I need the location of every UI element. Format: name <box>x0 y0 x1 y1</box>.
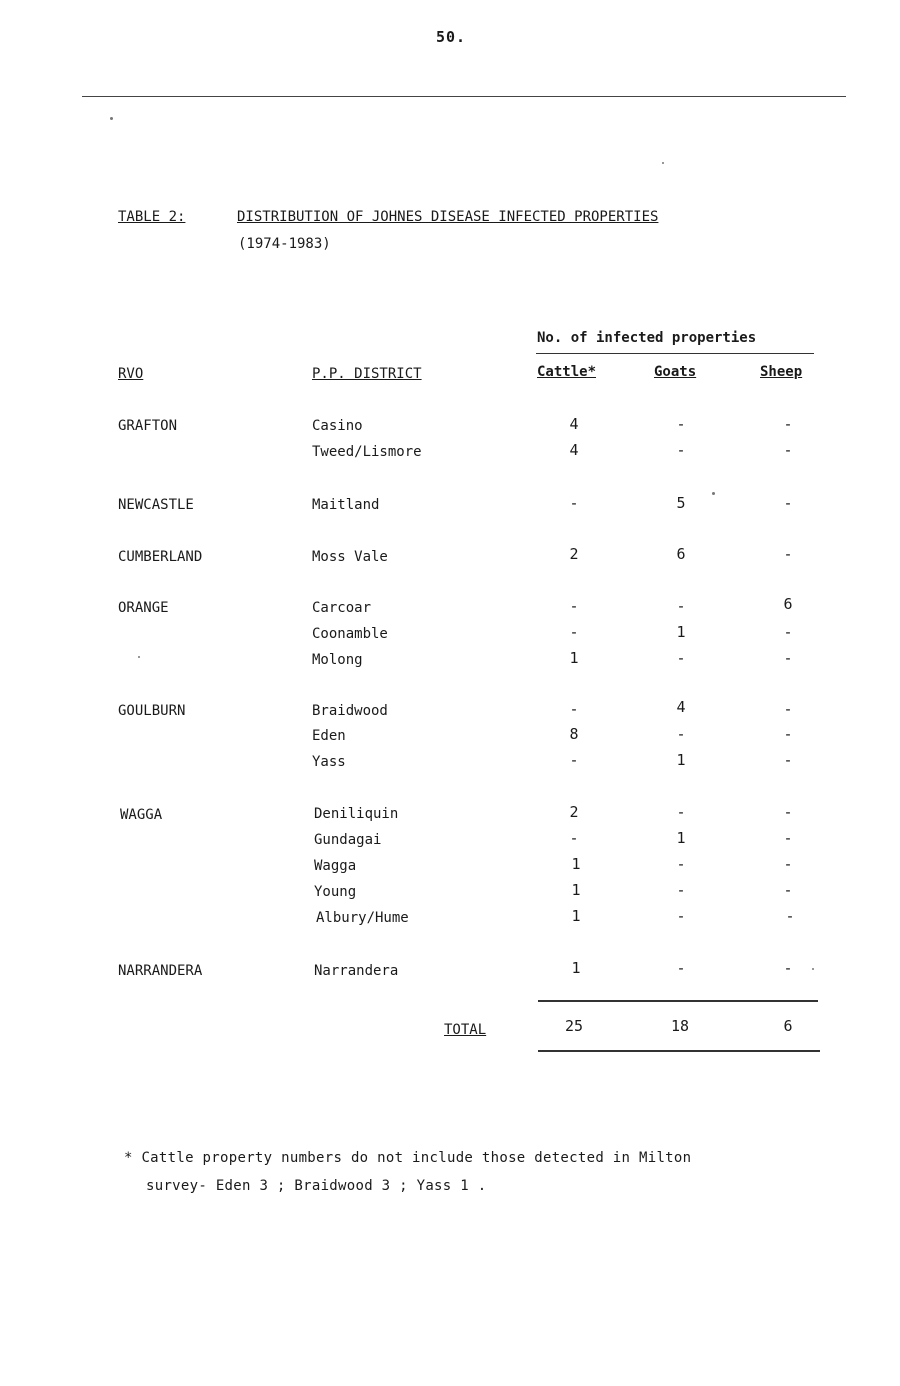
sheep-cell: - <box>783 700 793 718</box>
top-rule <box>82 96 846 97</box>
cattle-cell: 1 <box>571 855 581 873</box>
cattle-cell: - <box>569 494 579 512</box>
rvo-cell: ORANGE <box>118 600 169 616</box>
cattle-cell: - <box>569 623 579 641</box>
goats-cell: 1 <box>676 829 686 847</box>
sheep-cell: - <box>783 959 793 977</box>
sheep-cell: - <box>783 829 793 847</box>
table-caption-label: TABLE 2: <box>118 209 186 225</box>
total-top-rule <box>538 1000 818 1002</box>
column-header-rvo: RVO <box>118 366 144 382</box>
goats-cell: - <box>676 725 686 743</box>
cattle-cell: 4 <box>569 415 579 433</box>
district-cell: Gundagai <box>314 832 382 848</box>
rvo-cell: CUMBERLAND <box>118 549 203 565</box>
cattle-cell: 1 <box>569 649 579 667</box>
goats-cell: - <box>676 881 686 899</box>
district-cell: Casino <box>312 418 363 434</box>
rvo-cell: WAGGA <box>120 807 163 823</box>
goats-cell: 1 <box>676 623 686 641</box>
column-header-district: P.P. DISTRICT <box>312 366 422 382</box>
goats-cell: 4 <box>676 698 686 716</box>
table-caption-years: (1974-1983) <box>238 236 331 252</box>
district-cell: Molong <box>312 652 363 668</box>
column-header-cattle: Cattle* <box>537 364 597 380</box>
sheep-cell: - <box>785 907 795 925</box>
scan-speck <box>110 117 113 120</box>
goats-cell: 5 <box>676 494 686 512</box>
footnote-line-1: * Cattle property numbers do not include those detected in Milton <box>124 1150 692 1166</box>
sheep-cell: - <box>783 545 793 563</box>
district-cell: Tweed/Lismore <box>312 444 422 460</box>
goats-cell: - <box>676 803 686 821</box>
district-cell: Young <box>314 884 357 900</box>
cattle-cell: - <box>569 829 579 847</box>
sheep-cell: - <box>783 803 793 821</box>
column-header-sheep: Sheep <box>760 364 803 380</box>
total-goats: 18 <box>670 1017 690 1035</box>
column-header-goats: Goats <box>654 364 697 380</box>
district-cell: Yass <box>312 754 346 770</box>
district-cell: Coonamble <box>312 626 388 642</box>
group-header-rule <box>536 353 814 354</box>
sheep-cell: - <box>783 855 793 873</box>
page-number: 50. <box>436 28 467 46</box>
sheep-cell: 6 <box>783 595 793 613</box>
goats-cell: - <box>676 597 686 615</box>
footnote-line-2: survey- Eden 3 ; Braidwood 3 ; Yass 1 . <box>146 1178 487 1194</box>
goats-cell: 6 <box>676 545 686 563</box>
scan-speck <box>662 162 664 164</box>
district-cell: Moss Vale <box>312 549 388 565</box>
sheep-cell: - <box>783 494 793 512</box>
sheep-cell: - <box>783 649 793 667</box>
district-cell: Albury/Hume <box>316 910 409 926</box>
cattle-cell: 1 <box>571 907 581 925</box>
total-cattle: 25 <box>564 1017 584 1035</box>
goats-cell: - <box>676 441 686 459</box>
cattle-cell: - <box>569 700 579 718</box>
sheep-cell: - <box>783 881 793 899</box>
rvo-cell: GOULBURN <box>118 703 186 719</box>
goats-cell: - <box>676 907 686 925</box>
cattle-cell: - <box>569 751 579 769</box>
goats-cell: - <box>676 415 686 433</box>
rvo-cell: GRAFTON <box>118 418 178 434</box>
district-cell: Braidwood <box>312 703 388 719</box>
goats-cell: - <box>676 649 686 667</box>
cattle-cell: - <box>569 597 579 615</box>
rvo-cell: NARRANDERA <box>118 963 203 979</box>
rvo-cell: NEWCASTLE <box>118 497 194 513</box>
district-cell: Wagga <box>314 858 357 874</box>
sheep-cell: - <box>783 751 793 769</box>
total-bottom-rule <box>538 1050 820 1052</box>
district-cell: Maitland <box>312 497 380 513</box>
total-label: TOTAL <box>444 1022 487 1038</box>
district-cell: Eden <box>312 728 346 744</box>
cattle-cell: 8 <box>569 725 579 743</box>
total-sheep: 6 <box>783 1017 793 1035</box>
cattle-cell: 1 <box>571 881 581 899</box>
scan-speck <box>812 968 814 970</box>
sheep-cell: - <box>783 441 793 459</box>
scan-speck <box>712 492 715 495</box>
goats-cell: - <box>676 959 686 977</box>
district-cell: Deniliquin <box>314 806 399 822</box>
sheep-cell: - <box>783 415 793 433</box>
district-cell: Narrandera <box>314 963 399 979</box>
cattle-cell: 1 <box>571 959 581 977</box>
sheep-cell: - <box>783 725 793 743</box>
goats-cell: - <box>676 855 686 873</box>
scan-speck <box>138 656 140 658</box>
group-header: No. of infected properties <box>537 330 757 346</box>
cattle-cell: 2 <box>569 545 579 563</box>
sheep-cell: - <box>783 623 793 641</box>
table-caption-title: DISTRIBUTION OF JOHNES DISEASE INFECTED PROPERTIES <box>237 209 659 225</box>
district-cell: Carcoar <box>312 600 372 616</box>
cattle-cell: 2 <box>569 803 579 821</box>
goats-cell: 1 <box>676 751 686 769</box>
cattle-cell: 4 <box>569 441 579 459</box>
